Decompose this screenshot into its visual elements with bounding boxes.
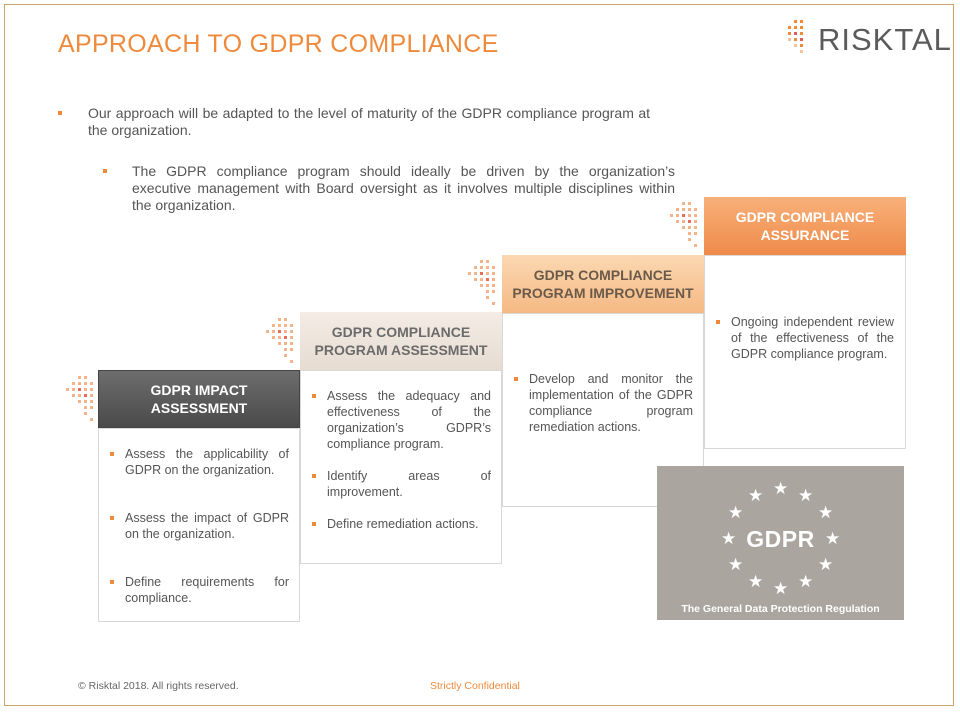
intro-bullet-1-text: Our approach will be adapted to the level of maturity of the GDPR compliance program at the organization. — [88, 105, 650, 138]
star-icon: ★ — [818, 555, 834, 574]
footer-confidential: Strictly Confidential — [430, 680, 520, 692]
bullet-square-icon — [58, 111, 62, 115]
star-icon: ★ — [773, 479, 789, 498]
dots-decoration-icon — [266, 316, 296, 366]
gdpr-badge-subtitle: The General Data Protection Regulation — [681, 603, 880, 615]
bullet-square-icon — [103, 169, 107, 173]
star-icon: ★ — [748, 572, 764, 591]
step-4-item-1: Ongoing independent review of the effectiveness of the GDPR compliance program. — [731, 314, 894, 362]
star-icon: ★ — [721, 529, 737, 548]
risktal-logo — [784, 18, 952, 62]
step-3-heading: GDPR COMPLIANCE PROGRAM IMPROVEMENT — [502, 255, 704, 313]
intro-bullet-2-text: The GDPR compliance program should ideally be driven by the organization’s executive management with Board oversight as it involves multiple disciplines within the organization. — [132, 163, 675, 213]
step-2-heading: GDPR COMPLIANCE PROGRAM ASSESSMENT — [300, 312, 502, 370]
bullet-square-icon — [312, 394, 316, 398]
logo-dots-icon — [784, 18, 818, 62]
logo-wordmark: RISKTAL — [818, 22, 952, 57]
star-icon: ★ — [798, 486, 814, 505]
step-1-item-1: Assess the applicability of GDPR on the organization. — [125, 446, 289, 478]
star-icon: ★ — [728, 555, 744, 574]
star-icon: ★ — [748, 486, 764, 505]
step-1-heading: GDPR IMPACT ASSESSMENT — [98, 370, 300, 428]
step-1-item-2: Assess the impact of GDPR on the organization. — [125, 510, 289, 542]
bullet-square-icon — [312, 522, 316, 526]
step-2-item-2: Identify areas of improvement. — [327, 468, 491, 500]
bullet-square-icon — [514, 377, 518, 381]
star-icon: ★ — [773, 579, 789, 598]
bullet-square-icon — [110, 516, 114, 520]
star-icon: ★ — [825, 529, 841, 548]
star-icon: ★ — [728, 503, 744, 522]
bullet-square-icon — [110, 452, 114, 456]
star-icon: ★ — [798, 572, 814, 591]
dots-decoration-icon — [468, 258, 498, 308]
bullet-square-icon — [312, 474, 316, 478]
step-2-item-1: Assess the adequacy and effectiveness of the organization’s GDPR’s compliance program. — [327, 388, 491, 452]
step-4-heading: GDPR COMPLIANCE ASSURANCE — [704, 197, 906, 255]
intro-bullet-1 — [88, 105, 650, 139]
intro-bullet-2 — [132, 163, 675, 214]
star-icon: ★ — [818, 503, 834, 522]
dots-decoration-icon — [670, 200, 700, 250]
step-3-item-1: Develop and monitor the implementation of the GDPR compliance program remediation actions. — [529, 371, 693, 435]
bullet-square-icon — [716, 320, 720, 324]
dots-decoration-icon — [66, 374, 96, 424]
footer-copyright: © Risktal 2018. All rights reserved. — [78, 680, 239, 692]
bullet-square-icon — [110, 580, 114, 584]
step-1-item-3: Define requirements for compliance. — [125, 574, 289, 606]
step-2-item-3: Define remediation actions. — [327, 516, 491, 532]
gdpr-badge — [657, 466, 904, 620]
page-title: APPROACH TO GDPR COMPLIANCE — [58, 30, 499, 58]
gdpr-badge-title: GDPR — [746, 526, 815, 552]
